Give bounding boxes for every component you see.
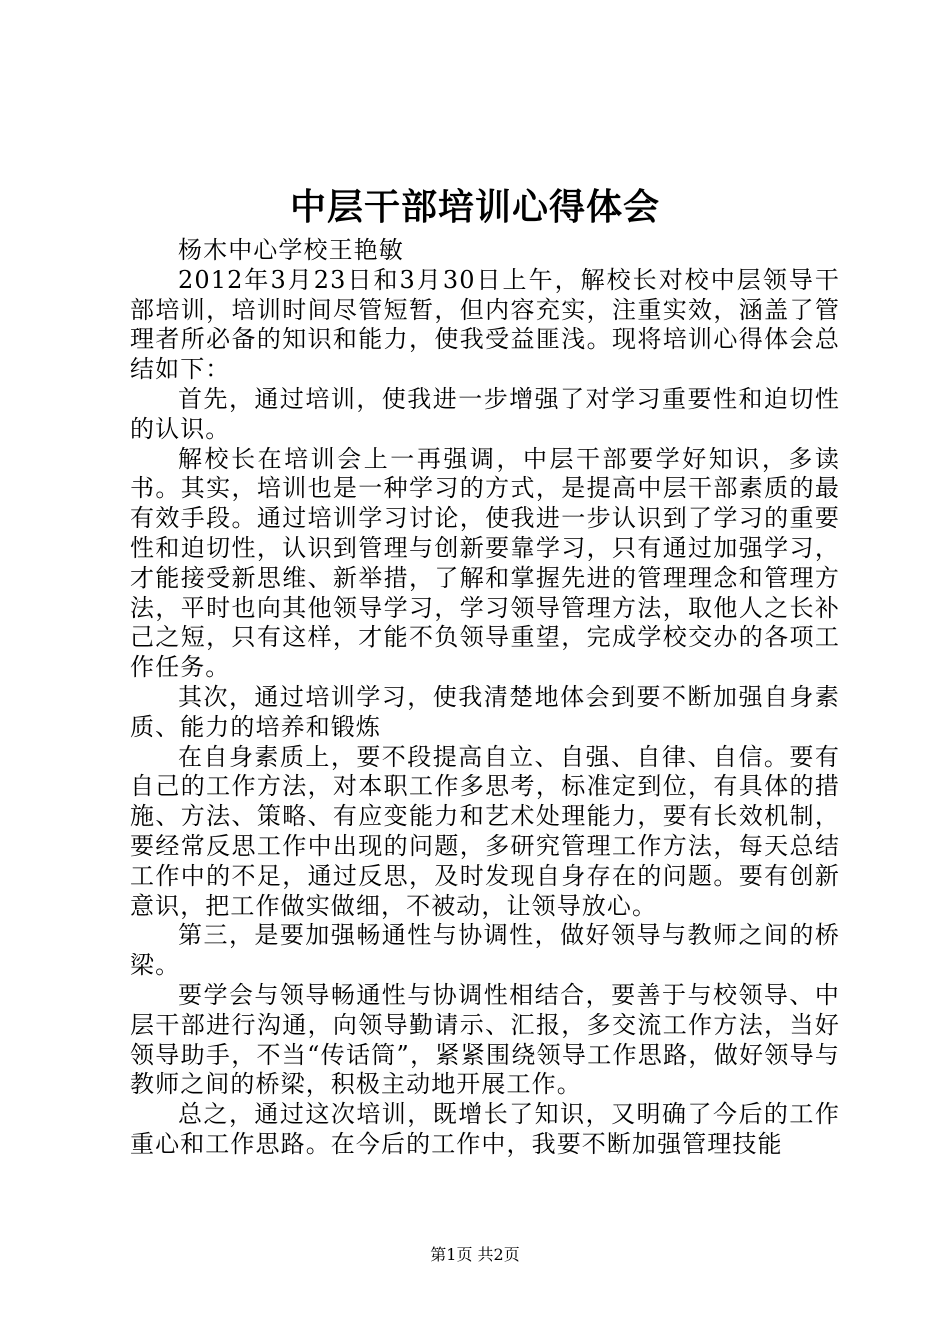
paragraph: 总之，通过这次培训，既增长了知识，又明确了今后的工作重心和工作思路。在今后的工作中，我要不断加强管理技能: [130, 1100, 840, 1158]
document-title: 中层干部培训心得体会: [289, 186, 660, 228]
paragraph: 其次，通过培训学习，使我清楚地体会到要不断加强自身素质、能力的培养和锻炼: [130, 682, 840, 741]
page-number-footer: 第1页 共2页: [430, 1245, 520, 1264]
paragraph: 第三，是要加强畅通性与协调性，做好领导与教师之间的桥梁。: [130, 921, 840, 980]
author-line: 杨木中心学校王艳敏: [178, 236, 404, 264]
document-body: [130, 236, 840, 1160]
paragraph: 首先，通过培训，使我进一步增强了对学习重要性和迫切性的认识。: [130, 384, 840, 443]
paragraph: 2012年3月23日和3月30日上午，解校长对校中层领导干部培训，培训时间尽管短暂，但内容充实，注重实效，涵盖了管理者所必备的知识和能力，使我受益匪浅。现将培训心得体会总结如下：: [130, 265, 840, 384]
paragraph: 解校长在培训会上一再强调，中层干部要学好知识，多读书。其实，培训也是一种学习的方式，是提高中层干部素质的最有效手段。通过培训学习讨论，使我进一步认识到了学习的重要性和迫切性，认识到管理与创新要靠学习，只有通过加强学习，才能接受新思维、新举措，了解和掌握先进的管理理念和管理方法，平时也向其他领导学习，学习领导管理方法，取他人之长补己之短，只有这样，才能不负领导重望，完成学校交办的各项工作任务。: [130, 444, 840, 682]
paragraph: 在自身素质上，要不段提高自立、自强、自律、自信。要有自己的工作方法，对本职工作多思考，标准定到位，有具体的措施、方法、策略、有应变能力和艺术处理能力，要有长效机制，要经常反思工作中出现的问题，多研究管理工作方法，每天总结工作中的不足，通过反思，及时发现自身存在的问题。要有创新意识，把工作做实做细，不被动，让领导放心。: [130, 742, 840, 920]
paragraph: 要学会与领导畅通性与协调性相结合，要善于与校领导、中层干部进行沟通，向领导勤请示、汇报，多交流工作方法，当好领导助手，不当“传话筒”，紧紧围绕领导工作思路，做好领导与教师之间的桥梁，积极主动地开展工作。: [130, 980, 840, 1099]
